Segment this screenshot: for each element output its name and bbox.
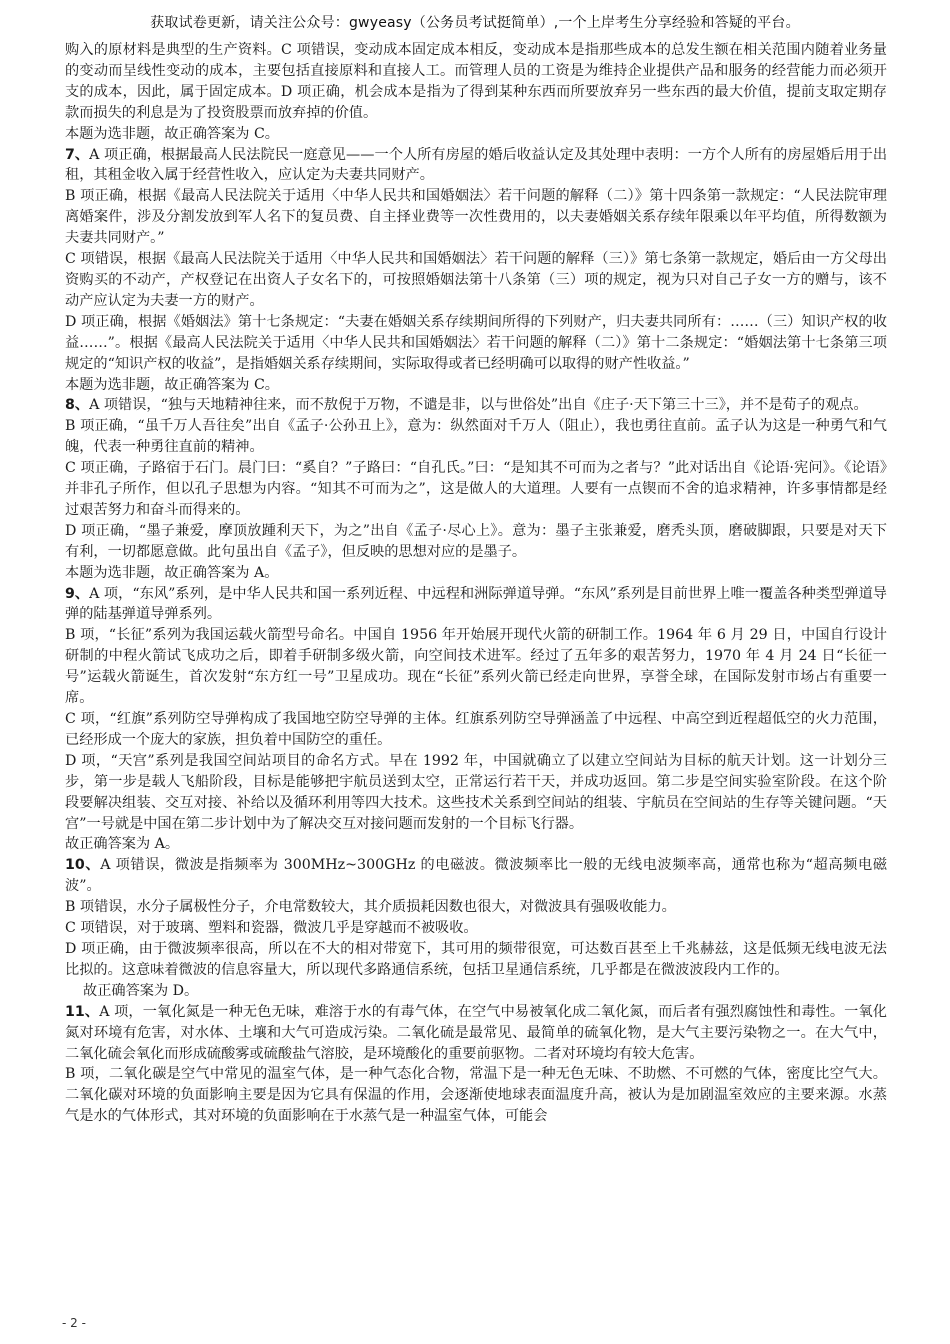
paragraph-text: B 项错误，水分子属极性分子，介电常数较大，其介质损耗因数也很大，对微波具有强吸收能力。 xyxy=(65,899,676,916)
paragraph-text: A 项正确，根据最高人民法院民一庭意见——一个人所有房屋的婚后收益认定及其处理中表明：一方个人所有的房屋婚后用于出租，其租金收入属于经营性收入，应认定为夫妻共同财产。 xyxy=(65,146,888,184)
paragraph xyxy=(65,584,887,626)
paragraph-text: 购入的原材料是典型的生产资料。C 项错误，变动成本固定成本相反，变动成本是指那些成本的总发生额在相关范围内随着业务量的变动而呈线性变动的成本，主要包括直接原料和直接人工。而管理人员的工资是为维持企业提供产品和服务的经营能力而必须开支的成本，因此，属于固定成本。D 项正确，机会成本是指为了得到某种东西而所要放弃另一些东西的最大价值，提前支取定期存款而损失的利息是为了投资股票而放弃掉的价值。 xyxy=(65,42,887,121)
paragraph xyxy=(65,145,887,187)
paragraph-text: 本题为选非题，故正确答案为 A。 xyxy=(65,564,279,581)
paragraph xyxy=(65,709,887,751)
paragraph-text: 故正确答案为 D。 xyxy=(83,982,199,999)
paragraph xyxy=(65,751,887,835)
paragraph-text: A 项，一氧化氮是一种无色无味，难溶于水的有毒气体，在空气中易被氧化成二氧化氮，而后者有强烈腐蚀性和毒性。一氧化氮对环境有危害，对水体、土壤和大气可造成污染。二氧化硫是最常见、最简单的硫氧化物，是大气主要污染物之一。在大气中，二氧化硫会氧化而形成硫酸雾或硫酸盐气溶胶，是环境酸化的重要前驱物。二者对环境均有较大危害。 xyxy=(65,1003,887,1062)
paragraph xyxy=(65,1064,887,1127)
paragraph-text: B 项正确，“虽千万人吾往矣”出自《孟子·公孙丑上》，意为：纵然面对千万人（阻止），我也勇往直前。孟子认为这是一种勇气和气魄，代表一种勇往直前的精神。 xyxy=(65,418,887,456)
paragraph-text: C 项，“红旗”系列防空导弹构成了我国地空防空导弹的主体。红旗系列防空导弹涵盖了中远程、中高空到近程超低空的火力范围，已经形成一个庞大的家族，担负着中国防空的重任。 xyxy=(65,711,887,748)
paragraph-text: C 项错误，根据《最高人民法院关于适用〈中华人民共和国婚姻法〉若干问题的解释（三）》第七条第一款规定，婚后由一方父母出资购买的不动产，产权登记在出资人子女名下的，可按照婚姻法第十八条第（三）项的规定，视为只对自己子女一方的赠与，该不动产应认定为夫妻一方的财产。 xyxy=(65,251,887,309)
paragraph xyxy=(65,625,887,709)
paragraph-text: D 项，“天宫”系列是我国空间站项目的命名方式。早在 1992 年，中国就确立了以建立空间站为目标的航天计划。这一计划分三步，第一步是载人飞船阶段，目标是能够把宇航员送到太空，正常运行若干天，并成功返回。第二步是空间实验室阶段。在这个阶段要解决组装、交互对接、补给以及循环利用等四大技术。这些技术关系到空间站的组装、宇航员在空间站的生存等关键问题。“天宫”一号就是中国在第二步计划中为了解决交互对接问题而发射的一个目标飞行器。 xyxy=(65,752,887,832)
paragraph-text: A 项错误，“独与天地精神往来，而不敖倪于万物，不谴是非，以与世俗处”出自《庄子·天下第三十三》，并不是荀子的观点。 xyxy=(89,397,868,414)
paragraph xyxy=(65,897,887,918)
paragraph-text: A 项，“东风”系列，是中华人民共和国一系列近程、中远程和洲际弹道导弹。“东风”系列是目前世界上唯一覆盖各种类型弹道导弹的陆基弹道导弹系列。 xyxy=(65,585,887,623)
paragraph xyxy=(65,981,887,1002)
question-number: 9、 xyxy=(65,585,90,602)
paragraph-text: B 项正确，根据《最高人民法院关于适用〈中华人民共和国婚姻法〉若干问题的解释（二）》第十四条第一款规定：“人民法院审理离婚案件，涉及分割发放到军人名下的复员费、自主择业费等一次性费用的，以夫妻婚姻关系存续年限乘以年平均值，所得数额为夫妻共同财产。” xyxy=(65,188,887,247)
paragraph xyxy=(65,521,887,563)
paragraph-text: C 项错误，对于玻璃、塑料和瓷器，微波几乎是穿越而不被吸收。 xyxy=(65,920,478,937)
paragraph xyxy=(65,1002,887,1065)
paragraph xyxy=(65,416,887,458)
paragraph xyxy=(65,249,887,312)
page-number: - 2 - xyxy=(62,1316,86,1330)
paragraph xyxy=(65,939,887,981)
paragraph xyxy=(65,186,887,249)
paragraph xyxy=(65,563,887,584)
paragraph xyxy=(65,40,887,124)
paragraph-text: 本题为选非题，故正确答案为 C。 xyxy=(65,125,279,142)
paragraph xyxy=(65,124,887,145)
question-number: 11、 xyxy=(65,1003,100,1020)
question-number: 7、 xyxy=(65,146,90,163)
paragraph xyxy=(65,855,887,897)
document-body xyxy=(65,40,887,1127)
paragraph xyxy=(65,375,887,396)
paragraph xyxy=(65,395,887,416)
paragraph-text: A 项错误，微波是指频率为 300MHz~300GHz 的电磁波。微波频率比一般的无线电波频率高，通常也称为“超高频电磁波”。 xyxy=(65,857,888,895)
paragraph-text: D 项正确，由于微波频率很高，所以在不大的相对带宽下，其可用的频带很宽，可达数百甚至上千兆赫兹，这是低频无线电波无法比拟的。这意味着微波的信息容量大，所以现代多路通信系统，包括卫星通信系统，几乎都是在微波波段内工作的。 xyxy=(65,940,887,978)
paragraph-text: D 项正确，“墨子兼爱，摩顶放踵利天下，为之”出自《孟子·尽心上》。意为：墨子主张兼爱，磨秃头顶，磨破脚跟，只要是对天下有利，一切都愿意做。此句虽出自《孟子》，但反映的思想对应的是墨子。 xyxy=(65,522,887,560)
paragraph xyxy=(65,312,887,375)
paragraph-text: 本题为选非题，故正确答案为 C。 xyxy=(65,376,279,393)
page-header: 获取试卷更新，请关注公众号：gwyeasy（公务员考试挺简单）,一个上岸考生分享经验和答疑的平台。 xyxy=(150,15,800,31)
paragraph-text: B 项，二氧化碳是空气中常见的温室气体，是一种气态化合物，常温下是一种无色无味、不助燃、不可燃的气体，密度比空气大。二氧化碳对环境的负面影响主要是因为它具有保温的作用，会逐渐使地球表面温度升高，被认为是加剧温室效应的主要来源。水蒸气是水的气体形式，其对环境的负面影响在于水蒸气是一种温室气体，可能会 xyxy=(65,1066,887,1125)
paragraph-text: D 项正确，根据《婚姻法》第十七条规定：“夫妻在婚姻关系存续期间所得的下列财产，归夫妻共同所有：……（三）知识产权的收益……”。根据《最高人民法院关于适用〈中华人民共和国婚姻法〉若干问题的解释（二）》第十二条规定：“婚姻法第十七条第三项规定的“知识产权的收益”，是指婚姻关系存续期间，实际取得或者已经明确可以取得的财产性收益。” xyxy=(65,313,887,372)
question-number: 10、 xyxy=(65,857,101,874)
paragraph-text: C 项正确，子路宿于石门。晨门曰：“奚自？”子路曰：“自孔氏。”曰：“是知其不可而为之者与？”此对话出自《论语·宪问》。《论语》并非孔子所作，但以孔子思想为内容。“知其不可而为之”，这是做人的大道理。人要有一点锲而不舍的追求精神，许多事情都是经过艰苦努力和奋斗而得来的。 xyxy=(65,460,887,518)
question-number: 8、 xyxy=(65,397,90,414)
paragraph xyxy=(65,834,887,855)
paragraph-text: B 项，“长征”系列为我国运载火箭型号命名。中国自 1956 年开始展开现代火箭的研制工作。1964 年 6 月 29 日，中国自行设计研制的中程火箭试飞成功之后，即着手研制多级火箭，向空间技术进军。经过了五年多的艰苦努力，1970 年 4 月 24 日“长征一号”运载火箭诞生，首次发射“东方红一号”卫星成功。现在“长征”系列火箭已经走向世界，享誉全球，在国际发射市场占有重要一席。 xyxy=(65,627,887,707)
paragraph-text: 故正确答案为 A。 xyxy=(65,836,180,853)
paragraph xyxy=(65,918,887,939)
paragraph xyxy=(65,458,887,521)
